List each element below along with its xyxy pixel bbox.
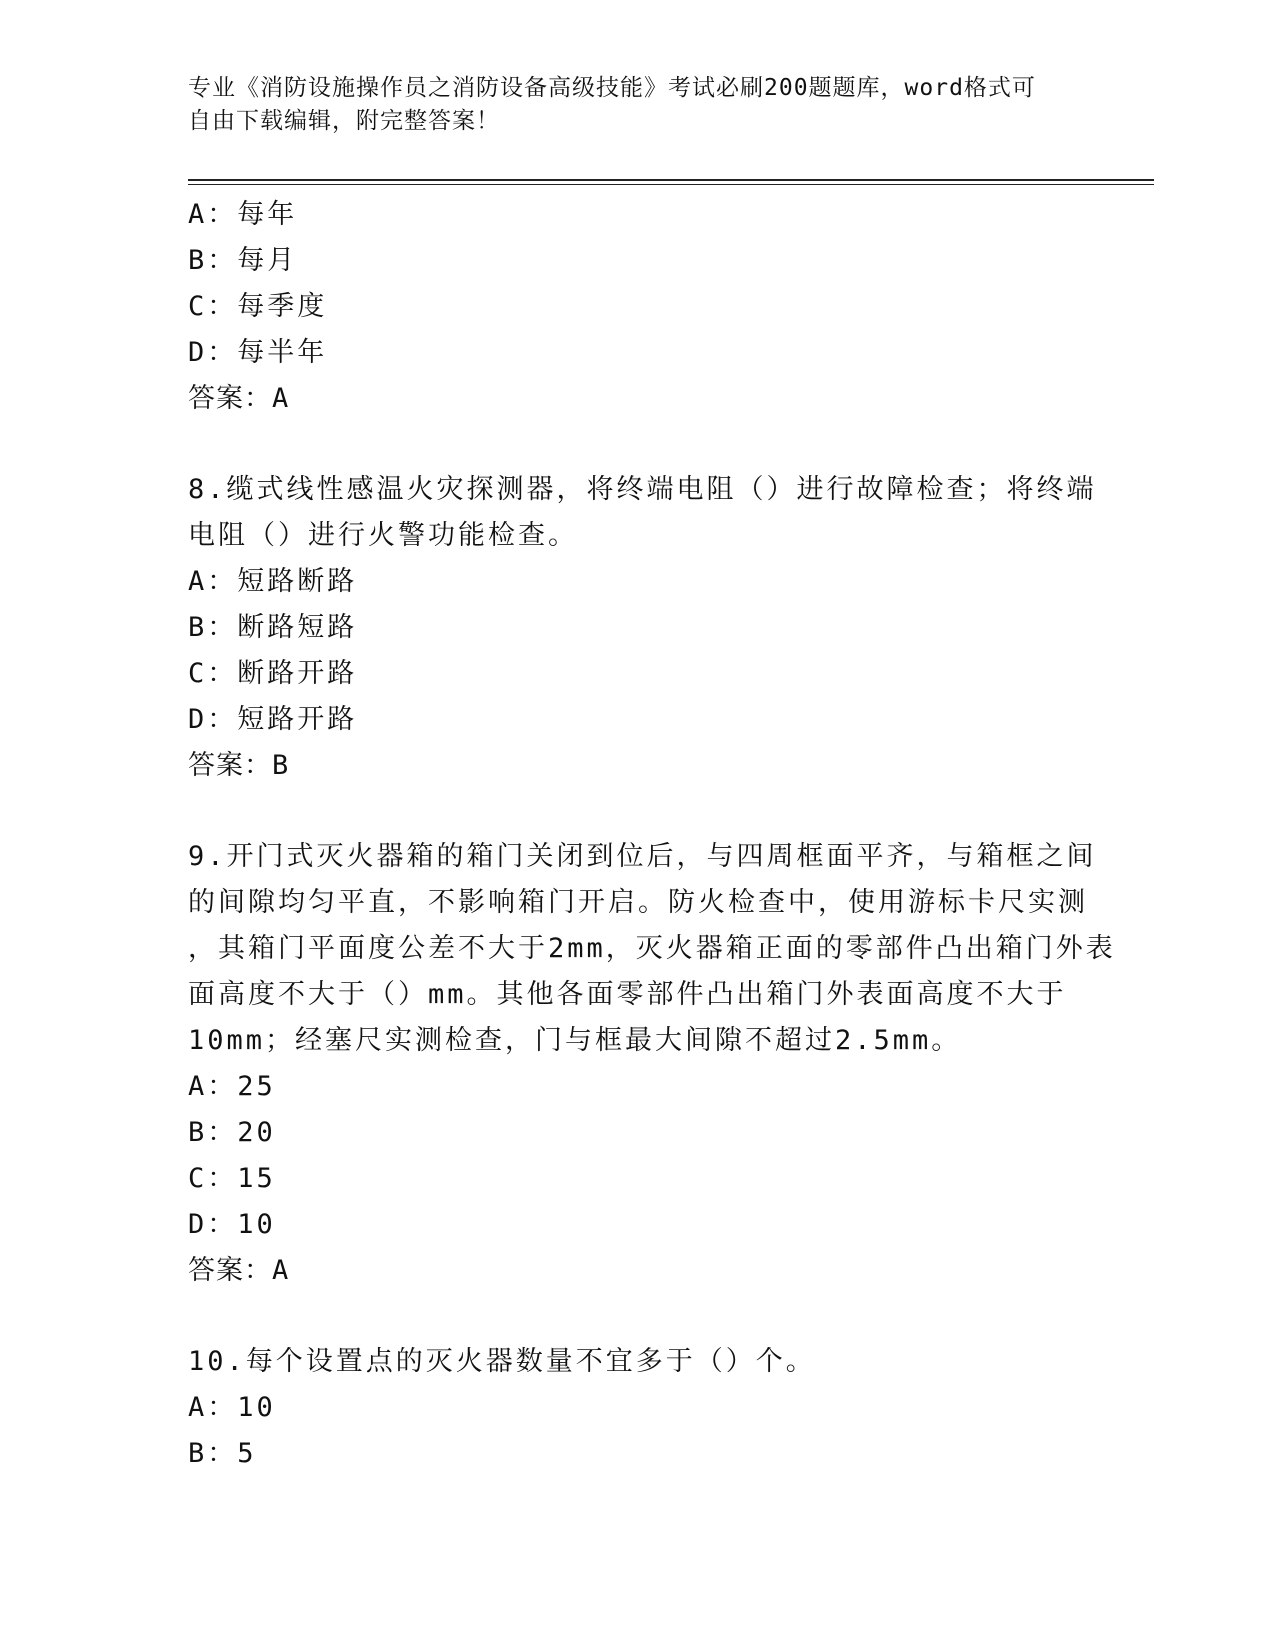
answer-line [188,376,1088,422]
question-7-options [188,192,1088,422]
option-d: D：每半年 [188,337,328,368]
answer-label: 答案： [188,383,272,414]
header-line-2: 自由下载编辑，附完整答案！ [188,108,500,134]
question-10 [188,1339,1088,1477]
option-a: A：每年 [188,199,298,230]
answer-line [188,1248,1088,1294]
answer-value: A [272,383,292,414]
answer-line [188,743,1088,789]
option-c: C：15 [188,1163,276,1194]
option-c: C：每季度 [188,291,328,322]
question-9-text-line-4: 面高度不大于（）mm。其他各面零部件凸出箱门外表面高度不大于 [188,979,1067,1010]
question-9-text-line-3: ，其箱门平面度公差不大于2mm，灭火器箱正面的零部件凸出箱门外表 [188,933,1116,964]
answer-value: A [272,1255,292,1286]
option-d: D：10 [188,1209,276,1240]
option-d: D：短路开路 [188,704,358,735]
header-divider-thick [188,179,1154,181]
option-a: A：短路断路 [188,566,358,597]
option-b: B：20 [188,1117,276,1148]
option-b: B：断路短路 [188,612,358,643]
header-line-1: 专业《消防设施操作员之消防设备高级技能》考试必刷200题题库，word格式可 [188,75,1036,101]
answer-label: 答案： [188,750,272,781]
question-list [188,192,1116,1477]
option-b: B：5 [188,1438,257,1469]
header-divider-thin [188,184,1154,185]
question-9 [188,834,1116,1294]
question-8-text-line-1: 8.缆式线性感温火灾探测器，将终端电阻（）进行故障检查；将终端 [188,474,1097,505]
question-9-text-line-5: 10mm；经塞尺实测检查，门与框最大间隙不超过2.5mm。 [188,1025,962,1056]
option-a: A：25 [188,1071,276,1102]
option-a: A：10 [188,1392,276,1423]
answer-label: 答案： [188,1255,272,1286]
option-c: C：断路开路 [188,658,358,689]
question-9-text-line-1: 9.开门式灭火器箱的箱门关闭到位后，与四周框面平齐，与箱框之间 [188,841,1097,872]
answer-value: B [272,750,292,781]
question-8-text-line-2: 电阻（）进行火警功能检查。 [188,520,578,551]
option-b: B：每月 [188,245,298,276]
question-8 [188,467,1097,789]
document-header [188,72,1068,138]
question-9-text-line-2: 的间隙均匀平直，不影响箱门开启。防火检查中，使用游标卡尺实测 [188,887,1088,918]
question-10-text-line-1: 10.每个设置点的灭火器数量不宜多于（）个。 [188,1346,816,1377]
